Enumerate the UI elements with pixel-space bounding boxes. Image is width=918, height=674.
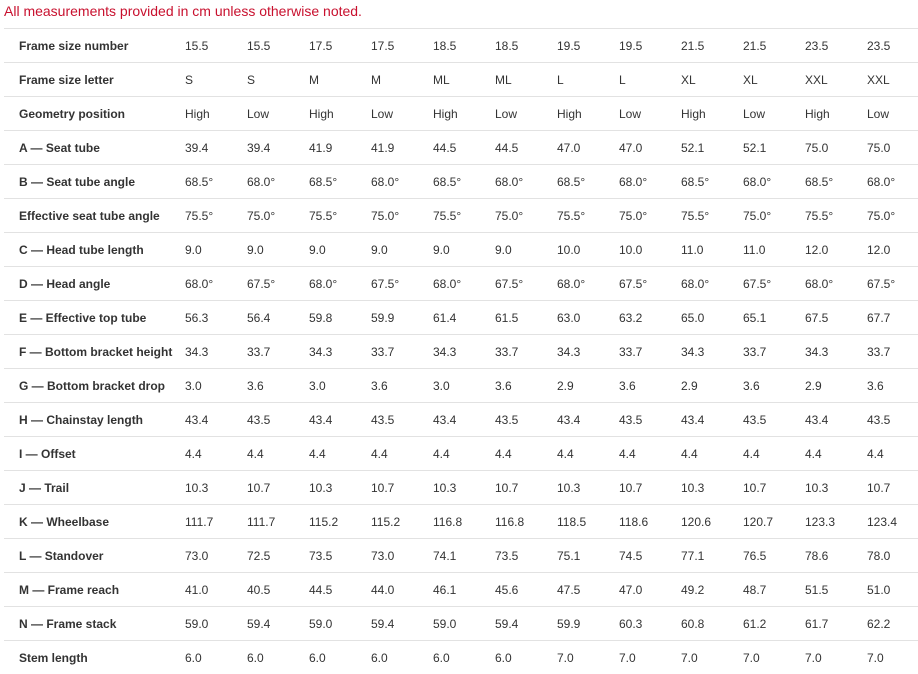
table-cell: 3.6	[619, 369, 681, 403]
table-cell: 10.3	[185, 471, 247, 505]
table-cell: 44.5	[433, 131, 495, 165]
table-row	[4, 29, 918, 63]
table-cell: 9.0	[309, 233, 371, 267]
measurement-note: All measurements provided in cm unless otherwise noted.	[4, 2, 362, 20]
table-cell: 52.1	[681, 131, 743, 165]
table-cell: 7.0	[867, 641, 918, 674]
table-cell: 63.0	[557, 301, 619, 335]
row-label: Geometry position	[4, 97, 185, 131]
table-cell: 78.6	[805, 539, 867, 573]
table-row	[4, 505, 918, 539]
table-cell: ML	[495, 63, 557, 97]
table-cell: 68.5°	[557, 165, 619, 199]
table-cell: 2.9	[805, 369, 867, 403]
table-cell: 118.5	[557, 505, 619, 539]
table-cell: 68.5°	[805, 165, 867, 199]
table-cell: 4.4	[185, 437, 247, 471]
table-cell: Low	[867, 97, 918, 131]
table-cell: 111.7	[185, 505, 247, 539]
table-cell: XXL	[805, 63, 867, 97]
table-cell: 68.0°	[867, 165, 918, 199]
table-cell: 4.4	[495, 437, 557, 471]
table-cell: 9.0	[371, 233, 433, 267]
table-cell: 10.7	[247, 471, 309, 505]
table-cell: S	[185, 63, 247, 97]
table-cell: 3.0	[309, 369, 371, 403]
table-cell: 4.4	[433, 437, 495, 471]
table-cell: 59.4	[495, 607, 557, 641]
table-cell: 75.5°	[433, 199, 495, 233]
table-cell: 41.0	[185, 573, 247, 607]
table-cell: 47.0	[619, 131, 681, 165]
table-cell: XXL	[867, 63, 918, 97]
table-cell: 34.3	[557, 335, 619, 369]
table-cell: 59.8	[309, 301, 371, 335]
table-cell: 9.0	[433, 233, 495, 267]
table-cell: 17.5	[309, 29, 371, 63]
table-cell: 61.5	[495, 301, 557, 335]
table-cell: 67.5°	[495, 267, 557, 301]
table-cell: 43.4	[433, 403, 495, 437]
table-row	[4, 301, 918, 335]
table-cell: 68.0°	[185, 267, 247, 301]
table-row	[4, 437, 918, 471]
table-cell: 6.0	[433, 641, 495, 674]
table-cell: 75.0°	[371, 199, 433, 233]
table-cell: 11.0	[743, 233, 805, 267]
table-cell: 34.3	[309, 335, 371, 369]
table-cell: 7.0	[681, 641, 743, 674]
table-cell: 43.5	[495, 403, 557, 437]
table-cell: 68.0°	[557, 267, 619, 301]
table-cell: 3.0	[433, 369, 495, 403]
table-cell: 75.0°	[743, 199, 805, 233]
row-label: G — Bottom bracket drop	[4, 369, 185, 403]
table-cell: 4.4	[309, 437, 371, 471]
table-cell: 65.0	[681, 301, 743, 335]
table-cell: Low	[619, 97, 681, 131]
table-cell: Low	[743, 97, 805, 131]
table-cell: 68.5°	[433, 165, 495, 199]
table-row	[4, 267, 918, 301]
table-cell: 9.0	[495, 233, 557, 267]
table-cell: 4.4	[743, 437, 805, 471]
table-cell: 78.0	[867, 539, 918, 573]
table-cell: 59.0	[433, 607, 495, 641]
table-cell: Low	[495, 97, 557, 131]
table-cell: 52.1	[743, 131, 805, 165]
table-cell: 33.7	[743, 335, 805, 369]
table-cell: 75.5°	[681, 199, 743, 233]
row-label: I — Offset	[4, 437, 185, 471]
table-cell: 43.4	[309, 403, 371, 437]
table-cell: 48.7	[743, 573, 805, 607]
table-cell: 43.4	[557, 403, 619, 437]
table-row	[4, 369, 918, 403]
table-cell: 75.5°	[309, 199, 371, 233]
table-cell: 72.5	[247, 539, 309, 573]
table-cell: 67.5°	[743, 267, 805, 301]
table-cell: High	[433, 97, 495, 131]
table-cell: 67.5°	[371, 267, 433, 301]
table-cell: 116.8	[433, 505, 495, 539]
table-cell: 23.5	[867, 29, 918, 63]
row-label: B — Seat tube angle	[4, 165, 185, 199]
row-label: J — Trail	[4, 471, 185, 505]
table-cell: 67.5	[805, 301, 867, 335]
table-cell: 68.0°	[495, 165, 557, 199]
table-cell: 68.0°	[681, 267, 743, 301]
table-cell: 4.4	[681, 437, 743, 471]
row-label: K — Wheelbase	[4, 505, 185, 539]
table-cell: 43.5	[247, 403, 309, 437]
table-cell: 51.5	[805, 573, 867, 607]
table-cell: 68.5°	[309, 165, 371, 199]
table-cell: High	[681, 97, 743, 131]
table-cell: 61.7	[805, 607, 867, 641]
table-cell: 10.3	[433, 471, 495, 505]
table-cell: 43.4	[681, 403, 743, 437]
table-cell: 4.4	[867, 437, 918, 471]
table-cell: 49.2	[681, 573, 743, 607]
table-cell: 19.5	[619, 29, 681, 63]
row-label: Frame size letter	[4, 63, 185, 97]
table-cell: 123.4	[867, 505, 918, 539]
row-label: Frame size number	[4, 29, 185, 63]
row-label: A — Seat tube	[4, 131, 185, 165]
table-cell: 10.7	[867, 471, 918, 505]
table-cell: 60.8	[681, 607, 743, 641]
table-cell: High	[805, 97, 867, 131]
table-cell: 6.0	[247, 641, 309, 674]
row-label: Stem length	[4, 641, 185, 674]
table-cell: 67.7	[867, 301, 918, 335]
table-cell: 33.7	[867, 335, 918, 369]
table-cell: High	[185, 97, 247, 131]
table-cell: 21.5	[681, 29, 743, 63]
table-cell: 4.4	[619, 437, 681, 471]
table-row	[4, 403, 918, 437]
table-cell: M	[371, 63, 433, 97]
table-row	[4, 471, 918, 505]
row-label: E — Effective top tube	[4, 301, 185, 335]
table-cell: 68.0°	[619, 165, 681, 199]
table-cell: 4.4	[371, 437, 433, 471]
table-row	[4, 607, 918, 641]
table-cell: 60.3	[619, 607, 681, 641]
table-cell: 59.0	[309, 607, 371, 641]
table-cell: 120.7	[743, 505, 805, 539]
table-cell: 44.5	[495, 131, 557, 165]
table-cell: 67.5°	[867, 267, 918, 301]
table-cell: 73.5	[309, 539, 371, 573]
table-cell: 61.2	[743, 607, 805, 641]
table-cell: 41.9	[371, 131, 433, 165]
table-cell: 44.5	[309, 573, 371, 607]
table-cell: 10.7	[619, 471, 681, 505]
table-cell: 33.7	[247, 335, 309, 369]
table-cell: 77.1	[681, 539, 743, 573]
table-cell: 18.5	[433, 29, 495, 63]
table-cell: 21.5	[743, 29, 805, 63]
table-cell: L	[557, 63, 619, 97]
table-cell: XL	[743, 63, 805, 97]
table-cell: 75.0	[805, 131, 867, 165]
row-label: H — Chainstay length	[4, 403, 185, 437]
table-cell: 3.6	[495, 369, 557, 403]
table-cell: 56.3	[185, 301, 247, 335]
table-cell: 3.6	[867, 369, 918, 403]
table-cell: 10.3	[805, 471, 867, 505]
table-cell: 75.5°	[185, 199, 247, 233]
table-cell: 116.8	[495, 505, 557, 539]
table-cell: 46.1	[433, 573, 495, 607]
table-cell: S	[247, 63, 309, 97]
table-cell: 111.7	[247, 505, 309, 539]
table-cell: 68.0°	[433, 267, 495, 301]
table-cell: 59.4	[247, 607, 309, 641]
table-cell: 9.0	[185, 233, 247, 267]
row-label: L — Standover	[4, 539, 185, 573]
table-cell: 44.0	[371, 573, 433, 607]
table-cell: 10.7	[495, 471, 557, 505]
table-cell: 67.5°	[619, 267, 681, 301]
table-cell: 75.5°	[805, 199, 867, 233]
table-cell: High	[557, 97, 619, 131]
table-cell: 43.4	[185, 403, 247, 437]
table-cell: 7.0	[619, 641, 681, 674]
table-cell: 51.0	[867, 573, 918, 607]
table-cell: 4.4	[557, 437, 619, 471]
table-cell: 59.9	[371, 301, 433, 335]
table-cell: 68.0°	[309, 267, 371, 301]
table-cell: 73.0	[371, 539, 433, 573]
table-cell: 7.0	[743, 641, 805, 674]
table-cell: 6.0	[309, 641, 371, 674]
table-cell: 56.4	[247, 301, 309, 335]
table-cell: 47.0	[619, 573, 681, 607]
table-cell: 6.0	[371, 641, 433, 674]
table-cell: 115.2	[309, 505, 371, 539]
table-cell: 15.5	[247, 29, 309, 63]
table-cell: 7.0	[557, 641, 619, 674]
table-cell: 34.3	[805, 335, 867, 369]
table-cell: 68.5°	[185, 165, 247, 199]
row-label: F — Bottom bracket height	[4, 335, 185, 369]
table-cell: 19.5	[557, 29, 619, 63]
table-cell: XL	[681, 63, 743, 97]
table-cell: M	[309, 63, 371, 97]
table-cell: 74.1	[433, 539, 495, 573]
table-cell: 63.2	[619, 301, 681, 335]
table-cell: ML	[433, 63, 495, 97]
table-cell: 59.0	[185, 607, 247, 641]
table-cell: 75.5°	[557, 199, 619, 233]
row-label: D — Head angle	[4, 267, 185, 301]
table-cell: 33.7	[371, 335, 433, 369]
table-cell: 65.1	[743, 301, 805, 335]
table-cell: 10.3	[309, 471, 371, 505]
table-row	[4, 233, 918, 267]
table-cell: 6.0	[495, 641, 557, 674]
table-cell: 43.5	[867, 403, 918, 437]
table-cell: 34.3	[433, 335, 495, 369]
table-cell: 23.5	[805, 29, 867, 63]
table-row	[4, 539, 918, 573]
table-cell: 118.6	[619, 505, 681, 539]
table-cell: 4.4	[805, 437, 867, 471]
table-cell: 2.9	[557, 369, 619, 403]
table-cell: High	[309, 97, 371, 131]
row-label: C — Head tube length	[4, 233, 185, 267]
table-cell: 11.0	[681, 233, 743, 267]
table-cell: 9.0	[247, 233, 309, 267]
table-cell: 75.1	[557, 539, 619, 573]
table-cell: 33.7	[495, 335, 557, 369]
table-cell: 67.5°	[247, 267, 309, 301]
table-cell: 18.5	[495, 29, 557, 63]
table-cell: 59.4	[371, 607, 433, 641]
table-cell: 10.3	[557, 471, 619, 505]
table-row	[4, 199, 918, 233]
table-cell: 75.0°	[247, 199, 309, 233]
row-label: M — Frame reach	[4, 573, 185, 607]
table-cell: 40.5	[247, 573, 309, 607]
table-cell: 10.0	[619, 233, 681, 267]
table-cell: 2.9	[681, 369, 743, 403]
table-cell: 33.7	[619, 335, 681, 369]
table-row	[4, 131, 918, 165]
table-cell: 75.0°	[619, 199, 681, 233]
table-cell: 10.7	[743, 471, 805, 505]
table-cell: 43.5	[371, 403, 433, 437]
table-cell: 7.0	[805, 641, 867, 674]
table-cell: 3.6	[743, 369, 805, 403]
table-cell: 68.5°	[681, 165, 743, 199]
table-cell: 4.4	[247, 437, 309, 471]
table-cell: 3.6	[371, 369, 433, 403]
table-cell: 73.0	[185, 539, 247, 573]
table-row	[4, 573, 918, 607]
table-cell: 3.0	[185, 369, 247, 403]
table-cell: 68.0°	[371, 165, 433, 199]
table-cell: 62.2	[867, 607, 918, 641]
table-cell: 10.3	[681, 471, 743, 505]
table-cell: 74.5	[619, 539, 681, 573]
table-cell: 12.0	[805, 233, 867, 267]
table-cell: 43.5	[619, 403, 681, 437]
table-row	[4, 165, 918, 199]
table-cell: 43.5	[743, 403, 805, 437]
table-cell: 76.5	[743, 539, 805, 573]
table-cell: 68.0°	[247, 165, 309, 199]
table-cell: 47.0	[557, 131, 619, 165]
table-cell: 68.0°	[743, 165, 805, 199]
row-label: Effective seat tube angle	[4, 199, 185, 233]
table-cell: Low	[247, 97, 309, 131]
table-cell: 61.4	[433, 301, 495, 335]
table-cell: 17.5	[371, 29, 433, 63]
table-cell: 34.3	[681, 335, 743, 369]
table-cell: 15.5	[185, 29, 247, 63]
table-cell: 75.0°	[867, 199, 918, 233]
table-cell: Low	[371, 97, 433, 131]
table-cell: 43.4	[805, 403, 867, 437]
table-row	[4, 97, 918, 131]
table-cell: 41.9	[309, 131, 371, 165]
table-cell: 3.6	[247, 369, 309, 403]
table-cell: L	[619, 63, 681, 97]
table-cell: 73.5	[495, 539, 557, 573]
table-row	[4, 335, 918, 369]
table-cell: 47.5	[557, 573, 619, 607]
table-cell: 59.9	[557, 607, 619, 641]
table-cell: 123.3	[805, 505, 867, 539]
table-cell: 75.0°	[495, 199, 557, 233]
table-cell: 45.6	[495, 573, 557, 607]
row-label: N — Frame stack	[4, 607, 185, 641]
table-cell: 12.0	[867, 233, 918, 267]
table-cell: 10.7	[371, 471, 433, 505]
table-cell: 115.2	[371, 505, 433, 539]
table-cell: 68.0°	[805, 267, 867, 301]
table-cell: 75.0	[867, 131, 918, 165]
table-cell: 39.4	[185, 131, 247, 165]
table-cell: 10.0	[557, 233, 619, 267]
table-cell: 6.0	[185, 641, 247, 674]
geometry-table	[4, 28, 918, 674]
table-cell: 39.4	[247, 131, 309, 165]
table-row	[4, 63, 918, 97]
table-cell: 34.3	[185, 335, 247, 369]
table-cell: 120.6	[681, 505, 743, 539]
